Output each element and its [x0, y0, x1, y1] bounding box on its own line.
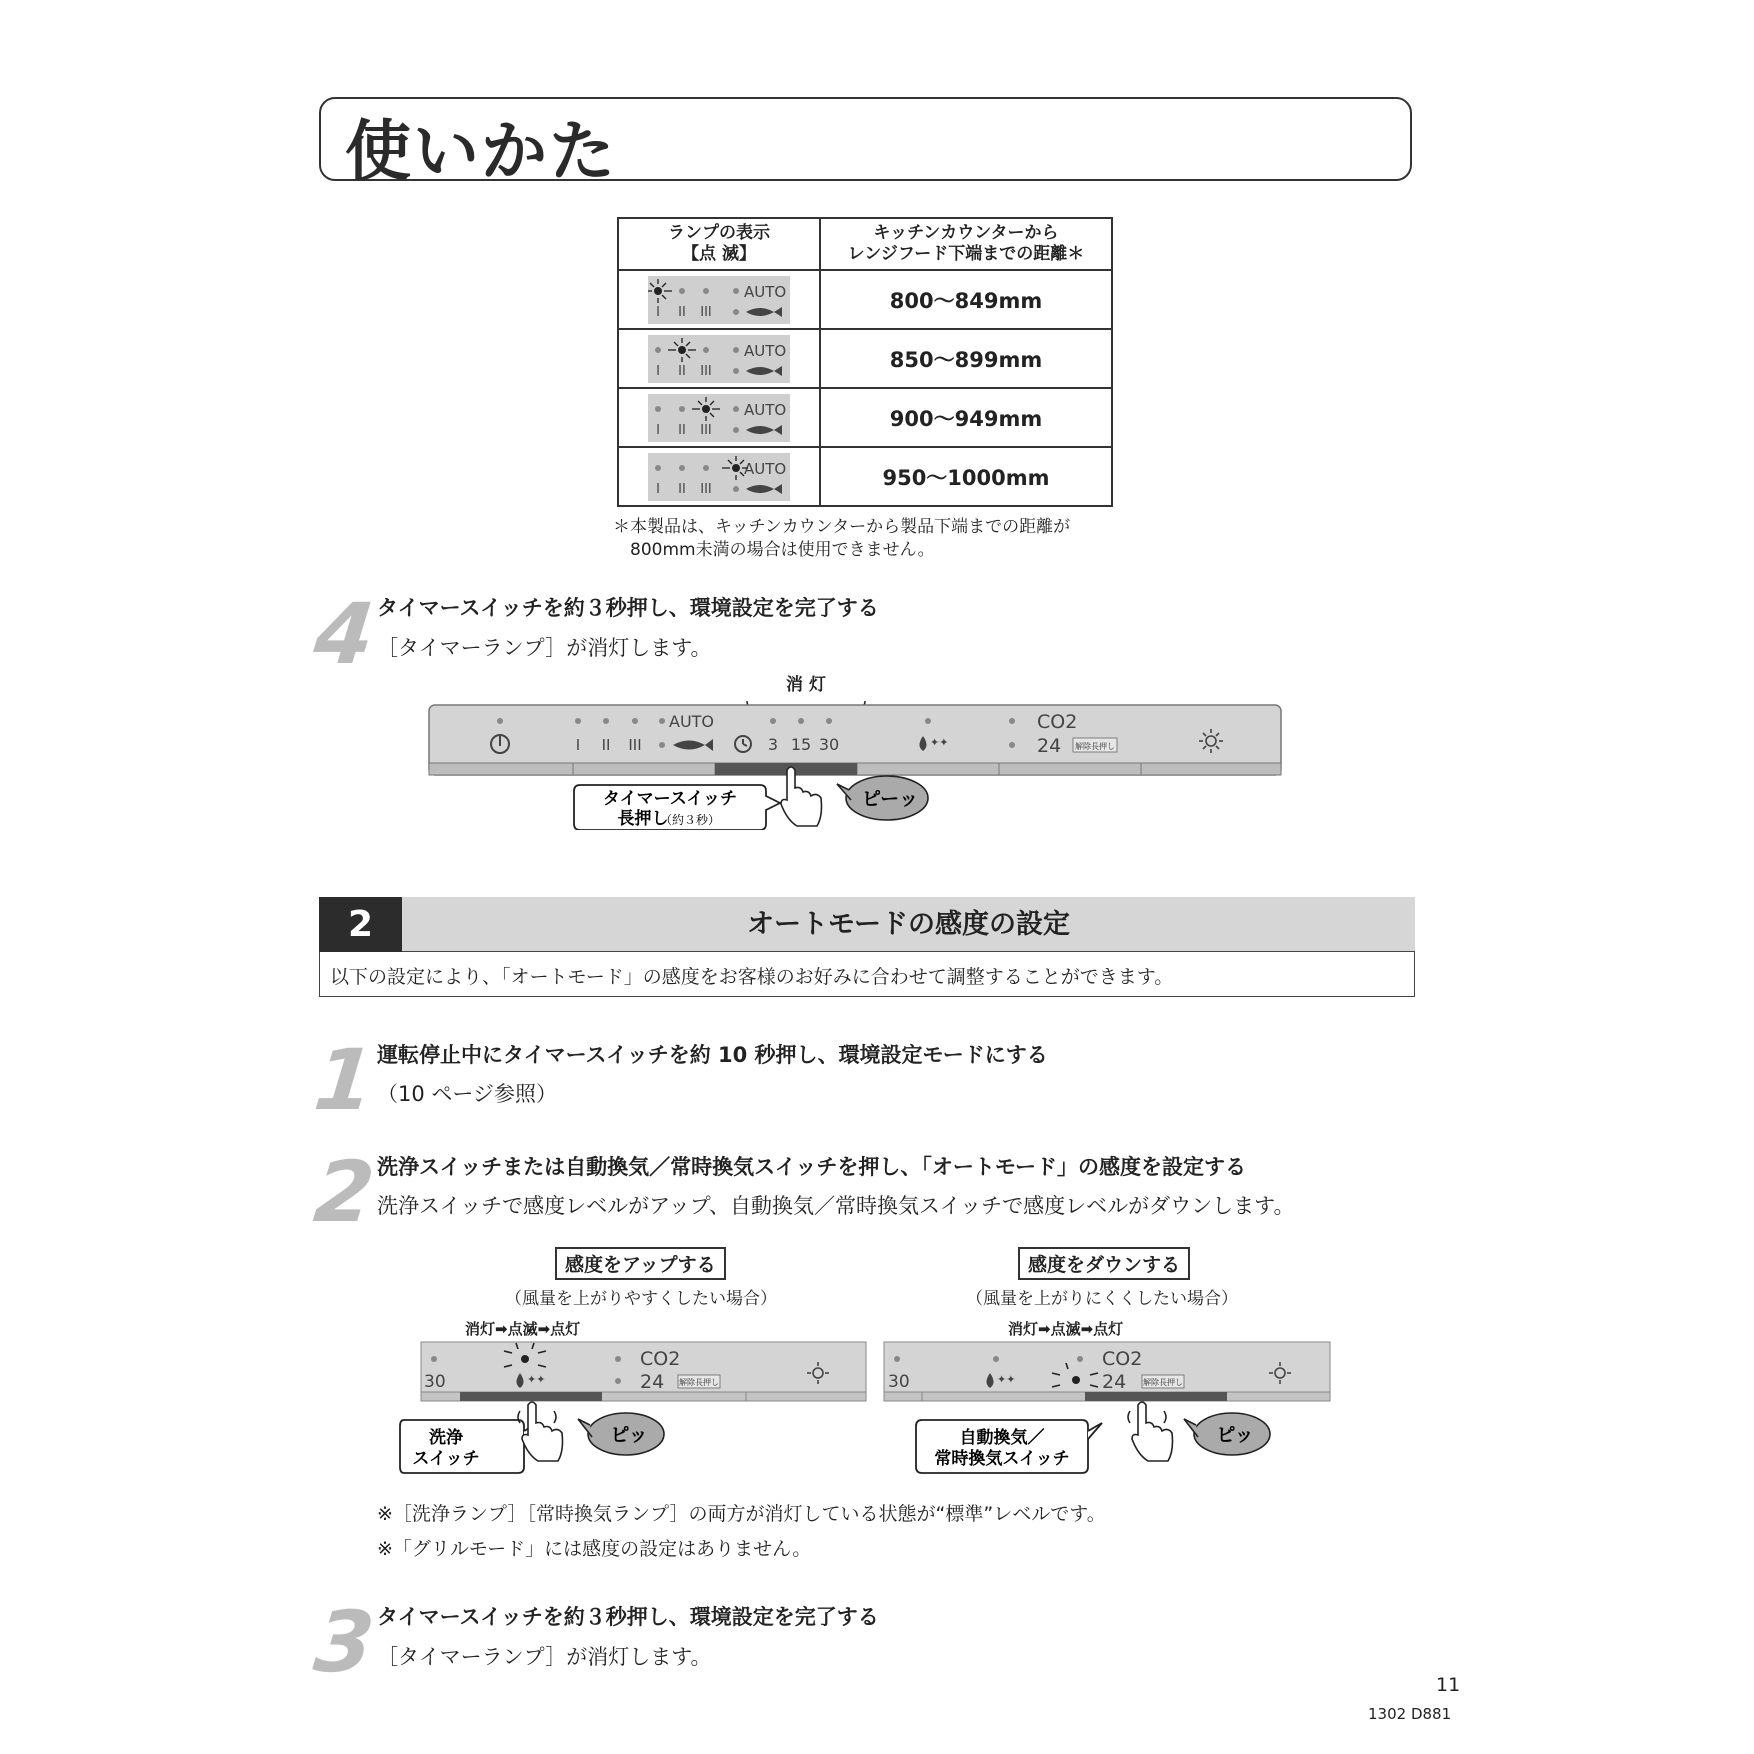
table-row [618, 329, 1112, 388]
off-label: 消 灯 [786, 675, 826, 695]
table-row [618, 447, 1112, 506]
svg-text:ピーッ: ピーッ [861, 788, 919, 810]
svg-text:CO2: CO2 [1037, 711, 1078, 733]
svg-text:II: II [678, 422, 686, 438]
timer-switch-bar [715, 763, 857, 775]
svg-text:III: III [700, 304, 712, 320]
distance-table [617, 217, 1113, 507]
page-number: 11 [1436, 1674, 1461, 1696]
svg-text:30: 30 [888, 1372, 910, 1392]
lamp-auto-label: AUTO [744, 282, 787, 301]
control-panel-diagram [425, 670, 1295, 830]
page-title: 使いかた [345, 113, 617, 190]
step-title: タイマースイッチを約３秒押し、環境設定を完了する [377, 596, 879, 620]
lamp-auto-label: AUTO [744, 341, 787, 360]
svg-text:30: 30 [424, 1372, 446, 1392]
svg-text:24: 24 [1037, 735, 1062, 757]
svg-text:AUTO: AUTO [669, 712, 715, 731]
svg-text:I: I [656, 304, 660, 320]
header-lamp [618, 218, 820, 270]
step-number: 2 [309, 1143, 379, 1241]
distance-value: 850〜899mm [820, 329, 1112, 388]
step-title: 運転停止中にタイマースイッチを約 10 秒押し、環境設定モードにする [377, 1043, 1048, 1067]
section-number: 2 [319, 897, 402, 952]
lamp-display-cell [618, 447, 820, 506]
svg-text:洗浄: 洗浄 [429, 1428, 463, 1448]
svg-text:長押し: 長押し [617, 809, 669, 829]
svg-text:I: I [575, 736, 581, 754]
section-description: 以下の設定により、「オートモード」の感度をお客様のお好みに合わせて調整することができます。 [330, 966, 1174, 988]
table-header-row [618, 218, 1112, 270]
header-lamp-line1: ランプの表示 [668, 223, 770, 243]
wash-switch-bar [460, 1392, 602, 1401]
svg-text:ピッ: ピッ [610, 1424, 648, 1446]
svg-text:自動換気／: 自動換気／ [959, 1428, 1045, 1448]
pointing-hand-icon [781, 767, 822, 826]
up-panel-diagram [398, 1335, 868, 1475]
sensitivity-up-sub: （風量を上がりやすくしたい場合） [505, 1289, 777, 1309]
svg-text:III: III [700, 422, 712, 438]
svg-text:（約３秒）: （約３秒） [659, 813, 721, 827]
auto-vent-switch-bar [1085, 1392, 1227, 1401]
lamp-auto-label: AUTO [744, 400, 787, 419]
svg-text:✦✦: ✦✦ [997, 1373, 1016, 1386]
svg-text:✦✦: ✦✦ [930, 736, 949, 749]
svg-text:II: II [678, 481, 686, 497]
down-panel-diagram [880, 1335, 1350, 1475]
svg-text:24: 24 [1102, 1371, 1127, 1393]
table-note-line2: 800mm未満の場合は使用できません。 [630, 540, 935, 560]
header-dist-line1: キッチンカウンターから [873, 223, 1059, 243]
lamp-auto-label: AUTO [744, 459, 787, 478]
note-grill-mode: ※「グリルモード」には感度の設定はありません。 [377, 1538, 812, 1560]
sensitivity-up-label: 感度をアップする [555, 1247, 726, 1280]
svg-text:CO2: CO2 [640, 1348, 681, 1370]
svg-text:スイッチ: スイッチ [412, 1449, 480, 1469]
section-title: オートモードの感度の設定 [747, 909, 1070, 940]
svg-text:タイマースイッチ: タイマースイッチ [602, 789, 738, 809]
svg-text:3: 3 [767, 735, 779, 754]
step-text: （10 ページ参照） [377, 1082, 557, 1106]
lamp-display-cell [618, 329, 820, 388]
step-number: 4 [309, 585, 379, 683]
sensitivity-down-label: 感度をダウンする [1018, 1247, 1190, 1280]
lamp-display-cell [618, 270, 820, 329]
step-text: ［タイマーランプ］が消灯します。 [377, 636, 712, 660]
step-number: 1 [309, 1031, 379, 1129]
svg-text:30: 30 [818, 735, 840, 754]
step-number: 3 [309, 1593, 379, 1691]
distance-value: 900〜949mm [820, 388, 1112, 447]
lamp-display-cell [618, 388, 820, 447]
svg-text:I: I [656, 422, 660, 438]
svg-text:I: I [656, 363, 660, 379]
svg-text:I: I [656, 481, 660, 497]
svg-text:III: III [628, 736, 642, 754]
header-dist-line2: レンジフード下端までの距離＊ [847, 244, 1085, 264]
header-distance [820, 218, 1112, 270]
lamp-indicator-icon [648, 335, 790, 383]
step-title: タイマースイッチを約３秒押し、環境設定を完了する [377, 1605, 879, 1629]
sensitivity-down-sub: （風量を上がりにくくしたい場合） [966, 1289, 1238, 1309]
table-note-line1: ＊本製品は、キッチンカウンターから製品下端までの距離が [613, 517, 1071, 537]
header-lamp-line2: 【点 滅】 [682, 244, 756, 264]
svg-text:24: 24 [640, 1371, 665, 1393]
table-row [618, 388, 1112, 447]
distance-value: 800〜849mm [820, 270, 1112, 329]
svg-text:CO2: CO2 [1102, 1348, 1143, 1370]
pointing-hand-icon [1132, 1402, 1173, 1461]
pointing-hand-icon [522, 1402, 563, 1461]
svg-text:III: III [700, 363, 712, 379]
note-standard-level: ※［洗浄ランプ］［常時換気ランプ］の両方が消灯している状態が“標準”レベルです。 [377, 1503, 1106, 1525]
step-text: ［タイマーランプ］が消灯します。 [377, 1645, 712, 1669]
lamp-sequence: 消灯➡点滅➡点灯 [1008, 1320, 1124, 1338]
svg-text:II: II [678, 304, 686, 320]
table-row [618, 270, 1112, 329]
svg-text:III: III [700, 481, 712, 497]
lamp-indicator-icon [648, 453, 790, 501]
svg-text:II: II [678, 363, 686, 379]
step-title: 洗浄スイッチまたは自動換気／常時換気スイッチを押し、「オートモード」の感度を設定する [377, 1155, 1246, 1179]
svg-text:解除長押し: 解除長押し [1075, 742, 1115, 751]
svg-text:解除長押し: 解除長押し [1143, 1378, 1183, 1387]
svg-text:✦✦: ✦✦ [527, 1373, 546, 1386]
svg-text:II: II [601, 736, 611, 754]
lamp-indicator-icon [648, 394, 790, 442]
lamp-sequence: 消灯➡点滅➡点灯 [465, 1320, 581, 1338]
document-code: 1302 D881 [1368, 1705, 1452, 1723]
distance-value: 950〜1000mm [820, 447, 1112, 506]
lamp-indicator-icon [648, 276, 790, 324]
step-text: 洗浄スイッチで感度レベルがアップ、自動換気／常時換気スイッチで感度レベルがダウンします。 [377, 1194, 1295, 1218]
svg-text:ピッ: ピッ [1216, 1424, 1254, 1446]
svg-text:常時換気スイッチ: 常時換気スイッチ [934, 1449, 1070, 1469]
table-note [613, 516, 1070, 562]
svg-text:15: 15 [790, 735, 812, 754]
svg-text:解除長押し: 解除長押し [679, 1378, 719, 1387]
